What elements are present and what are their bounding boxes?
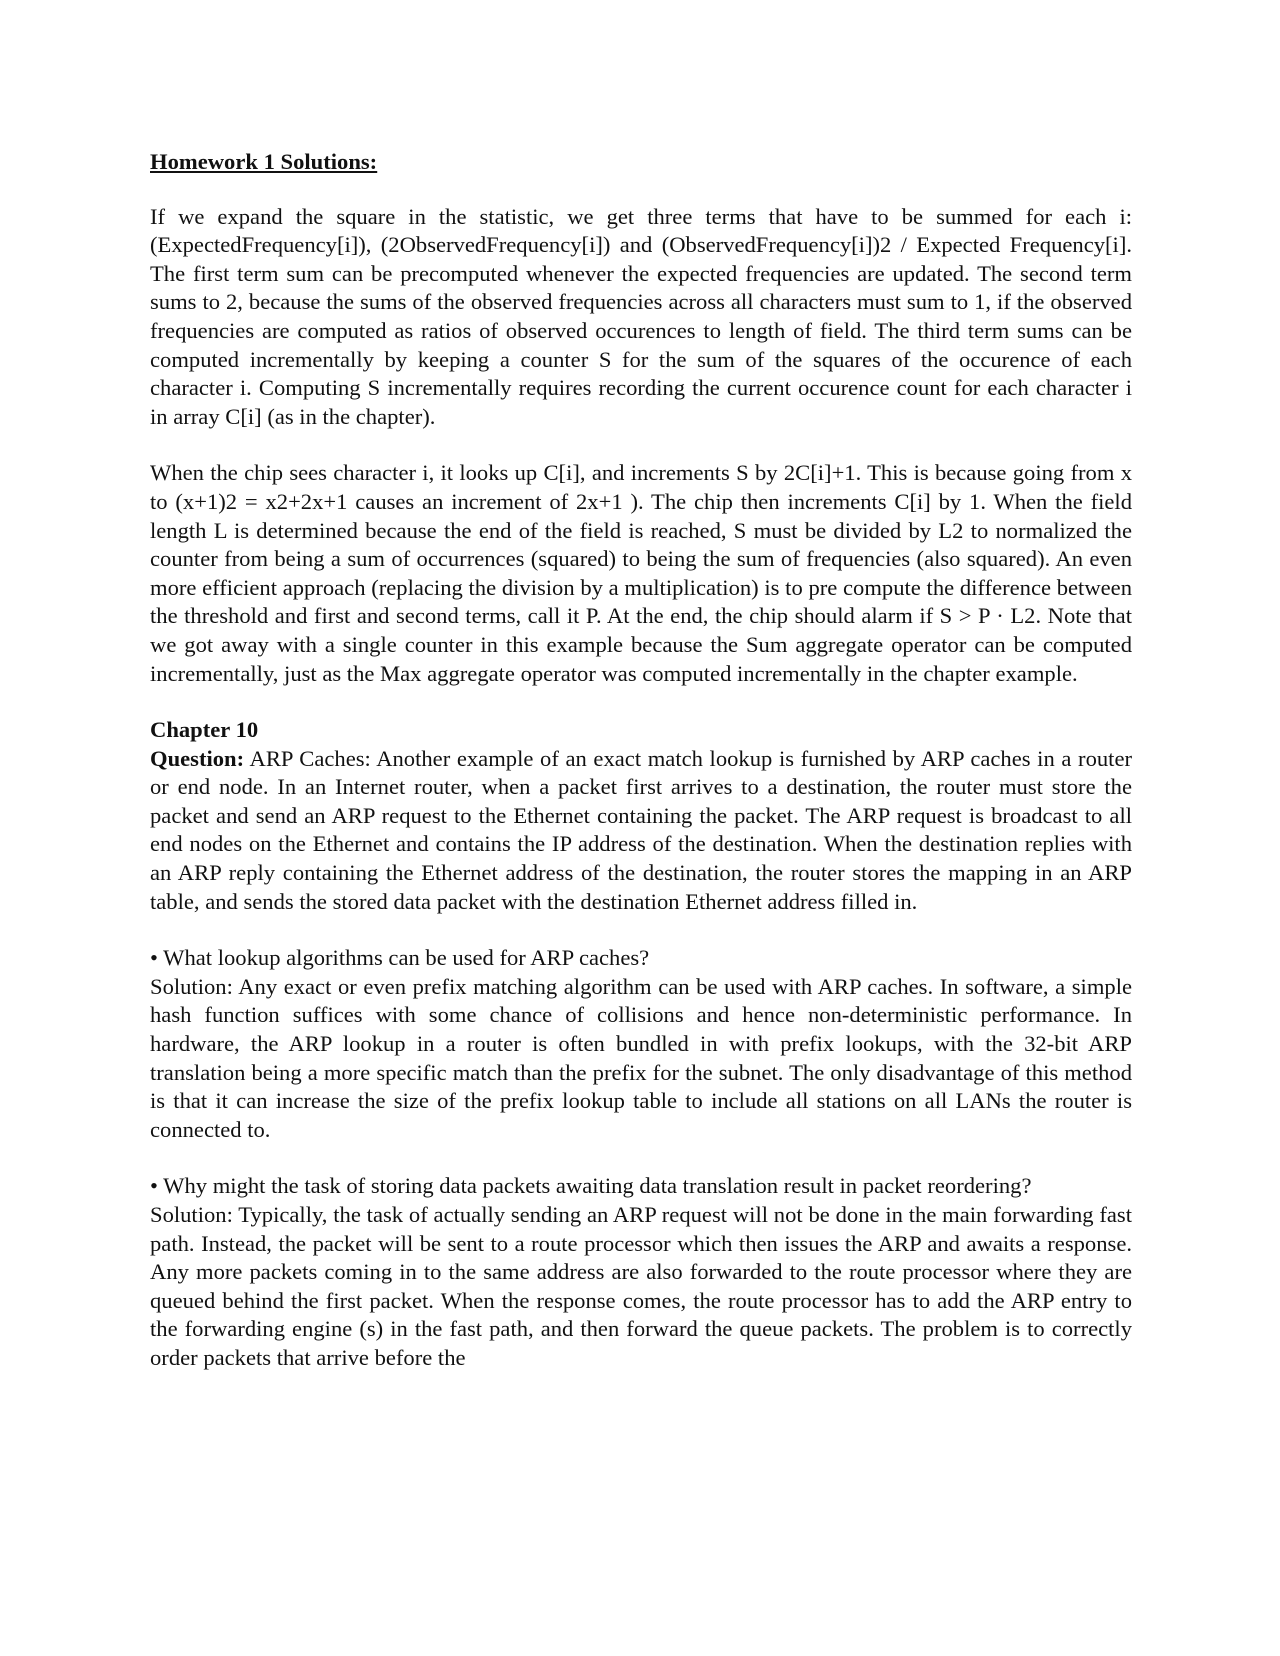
chapter-heading: Chapter 10 bbox=[150, 717, 259, 743]
document-title: Homework 1 Solutions: bbox=[150, 149, 378, 174]
solution-2: Solution: Typically, the task of actually sending an ARP request will not be done in the main forwarding fast path. Instead, the packet will be sent to a route processor which then issues the ARP and awaits a response. Any more packets coming in to the same address are also forwarded to the route processor where they are queued behind the first packet. When the response comes, the route processor has to add the ARP entry to the forwarding engine (s) in the fast path, and then forward the queue packets. The problem is to correctly order packets that arrive before the bbox=[150, 1202, 1132, 1370]
question-paragraph bbox=[150, 745, 1132, 917]
bullet-question-1: • What lookup algorithms can be used for ARP caches? bbox=[150, 945, 650, 971]
paragraph-chip-increment: When the chip sees character i, it looks up C[i], and increments S by 2C[i]+1. This is because going from x to (x+1)2 = x2+2x+1 causes an increment of 2x+1 ). The chip then increments C[i] by 1. When the field length L is determined because the end of the field is reached, S must be divided by L2 to normalized the counter from being a sum of occurrences (squared) to being the sum of frequencies (also squared). An even more efficient approach (replacing the division by a multiplication) is to pre compute the difference between the threshold and first and second terms, call it P. At the end, the chip should alarm if S > P · L2. Note that we got away with a single counter in this example because the Sum aggregate operator can be computed incrementally, just as the Max aggregate operator was computed incrementally in the chapter example. bbox=[150, 460, 1132, 686]
question-label: Question: bbox=[150, 745, 245, 771]
document-page bbox=[150, 148, 1132, 1373]
paragraph-statistic-expansion: If we expand the square in the statistic, we get three terms that have to be summed for each i: (ExpectedFrequency[i]), (2ObservedFrequency[i]) and (ObservedFrequency[i])2 / Expected Frequency[i]. The first term sum can be precomputed whenever the expected frequencies are updated. The second term sums to 2, because the sums of the observed frequencies across all characters must sum to 1, if the observed frequencies are computed as ratios of observed occurences to length of field. The third term sums can be computed incrementally by keeping a counter S for the sum of the squares of the occurence of each character i. Computing S incrementally requires recording the current occurence count for each character i in array C[i] (as in the chapter). bbox=[150, 203, 1132, 429]
solution-1: Solution: Any exact or even prefix matching algorithm can be used with ARP caches. In software, a simple hash function suffices with some chance of collisions and hence non-deterministic performance. In hardware, the ARP lookup in a router is often bundled in with prefix lookups, with the 32-bit ARP translation being a more specific match than the prefix for the subnet. The only disadvantage of this method is that it can increase the size of the prefix lookup table to include all stations on all LANs the router is connected to. bbox=[150, 973, 1132, 1142]
question-text: ARP Caches: Another example of an exact match lookup is furnished by ARP caches in a router or end node. In an Internet router, when a packet first arrives to a destination, the router must store the packet and send an ARP request to the Ethernet containing the packet. The ARP request is broadcast to all end nodes on the Ethernet and contains the IP address of the destination. When the destination replies with an ARP reply containing the Ethernet address of the destination, the router stores the mapping in an ARP table, and sends the stored data packet with the destination Ethernet address filled in. bbox=[150, 745, 1132, 914]
bullet-question-2: • Why might the task of storing data packets awaiting data translation result in packet reordering? bbox=[150, 1173, 1032, 1199]
